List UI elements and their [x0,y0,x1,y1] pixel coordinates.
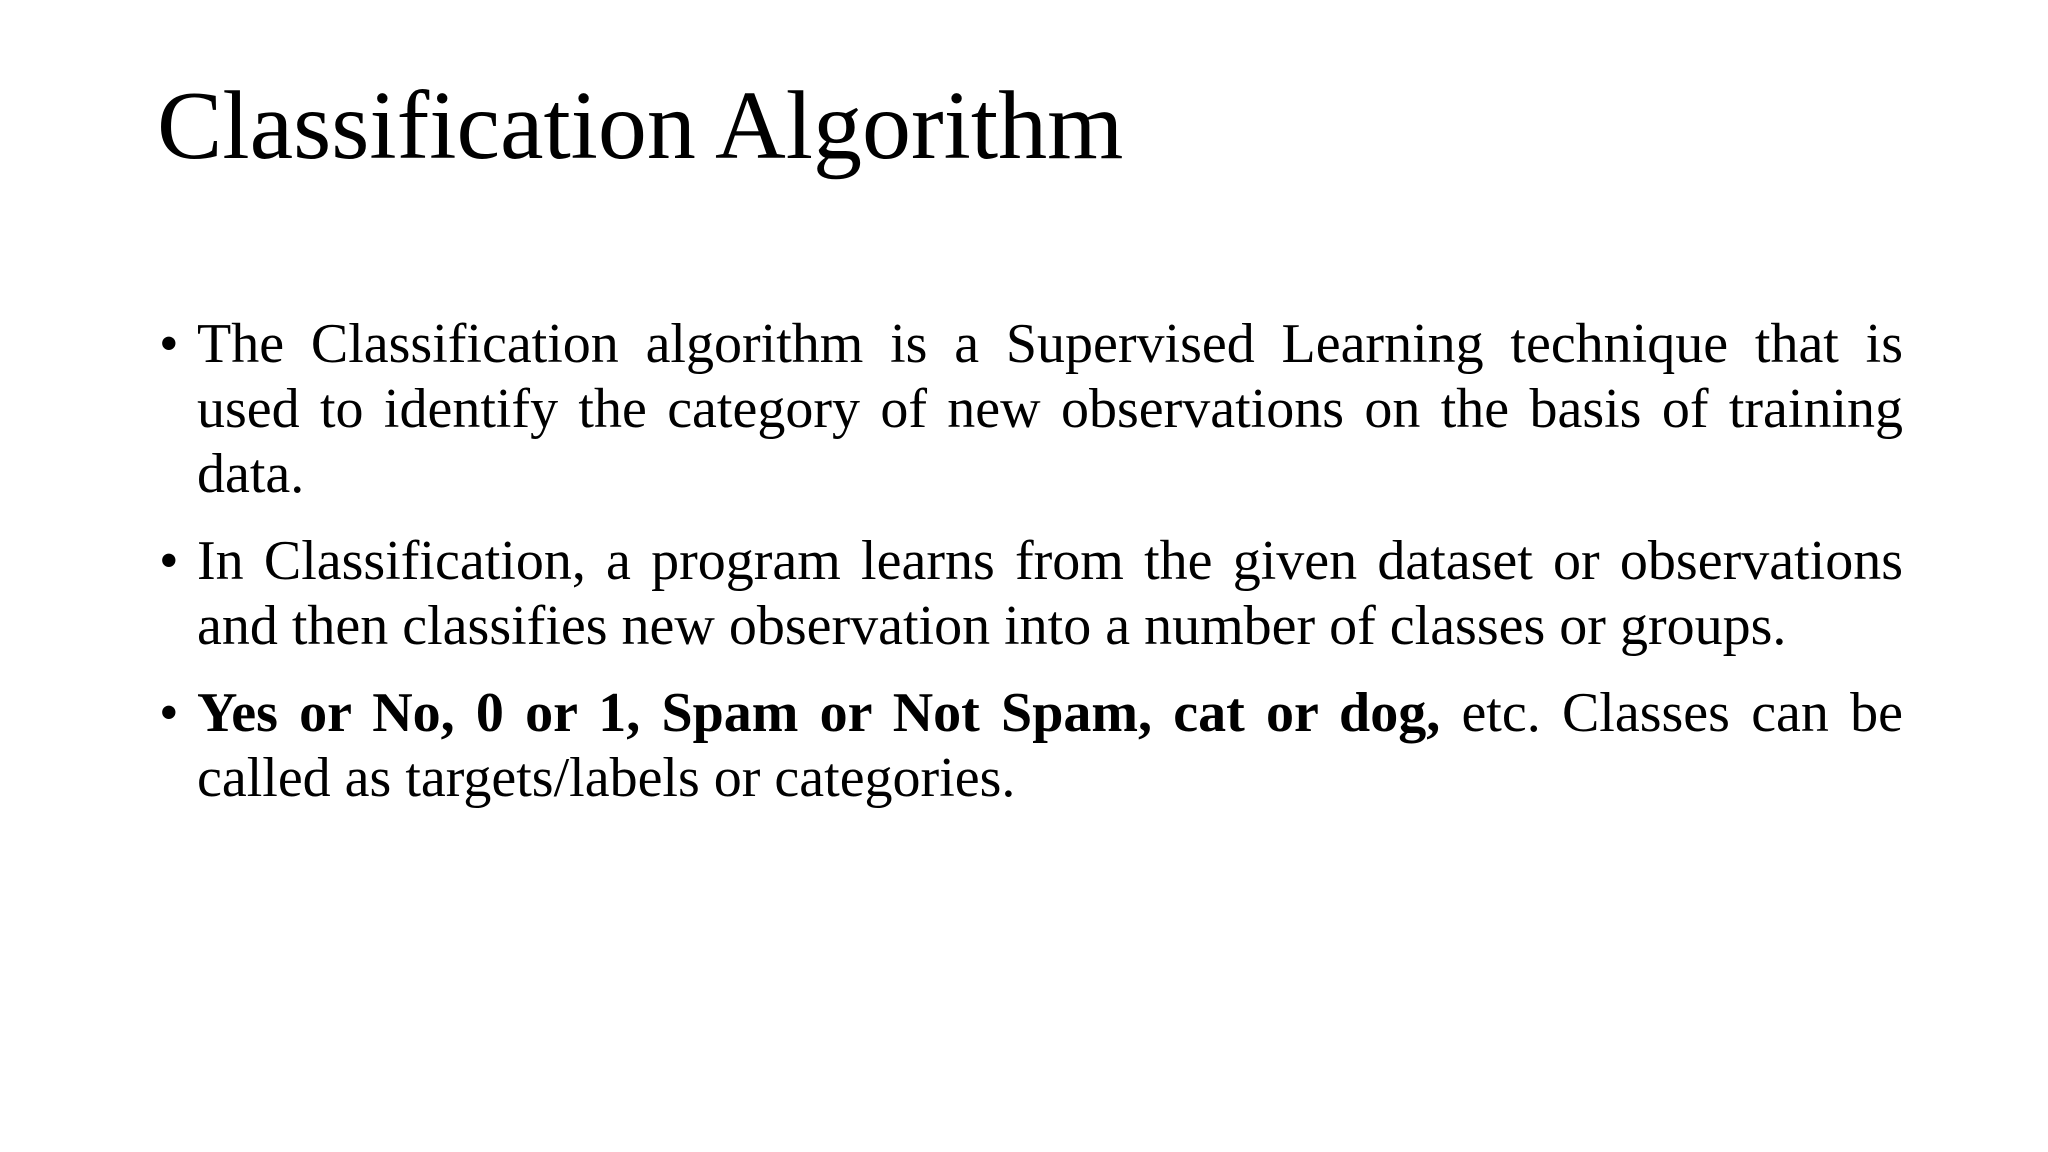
bullet-text: In Classification, a program learns from the given dataset or observations and then classifies new observation into a number of classes or groups. [197,530,1903,657]
slide-title: Classification Algorithm [157,72,1124,180]
bullet-item-learning [157,529,1903,659]
bullet-list [157,312,1903,833]
bullet-text: etc. Classes can be called as targets/labels or categories. [197,682,1903,809]
bullet-text: The Classification algorithm is a Supervised Learning technique that is used to identify the category of new observations on the basis of training data. [197,313,1903,505]
bullet-bold-text: Yes or No, 0 or 1, Spam or Not Spam, cat or dog, [197,682,1441,744]
bullet-icon: • [159,530,179,592]
bullet-item-definition [157,312,1903,507]
bullet-item-examples [157,681,1903,811]
bullet-icon: • [159,313,179,375]
bullet-icon: • [159,682,179,744]
